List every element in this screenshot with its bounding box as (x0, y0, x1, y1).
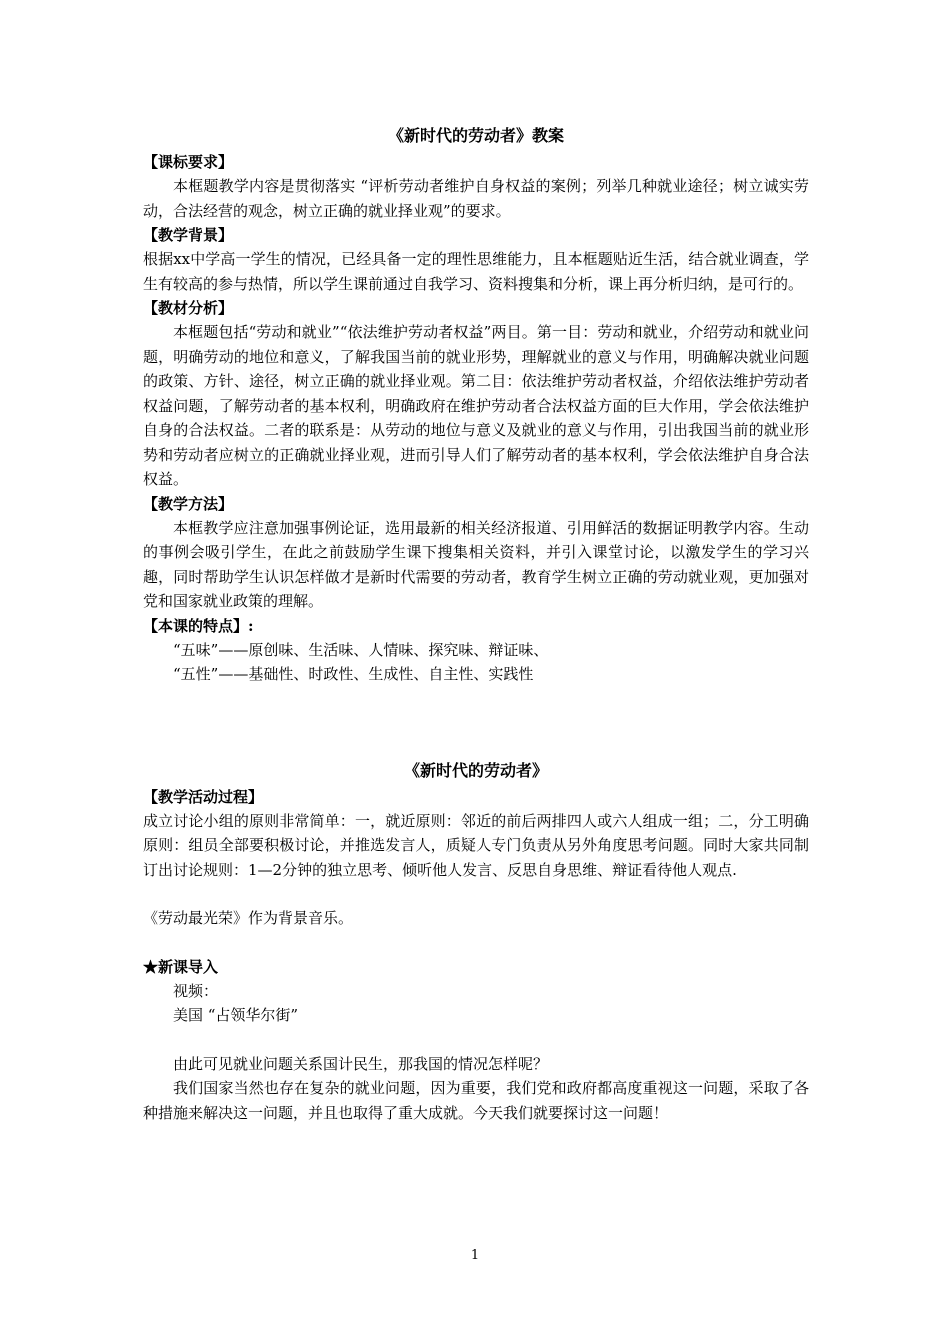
page-content (143, 122, 809, 1125)
blank-line (143, 1028, 809, 1052)
video-label: 视频： (173, 981, 219, 1000)
background-music-note: 《劳动最光荣》作为背景音乐。 (143, 909, 354, 927)
intro-answer: 我们国家当然也存在复杂的就业问题，因为重要，我们党和政府都高度重视这一问题，采取了各种措施来解决这一问题，并且也取得了重大成就。今天我们就要探讨这一问题！ (143, 1079, 809, 1122)
section-gap (143, 687, 809, 757)
curriculum-heading: 【课标要求】 (143, 153, 234, 171)
lesson-plan-title: 《新时代的劳动者》教案 (387, 126, 564, 145)
analysis-text: 本框题包括“劳动和就业”“依法维护劳动者权益”两目。第一目：劳动和就业，介绍劳动和就业问题，明确劳动的地位和意义，了解我国当前的就业形势，理解就业的意义与作用，明确解决就业问题的政策、方针、途径，树立正确的就业择业观。第二目：依法维护劳动者权益，介绍依法维护劳动者权益问题，了解劳动者的基本权利，明确政府在维护劳动者合法权益方面的巨大作用，学会依法维护自身的合法权益。二者的联系是：从劳动的地位与意义及就业的意义与作用，引出我国当前的就业形势和劳动者应树立的正确就业择业观，进而引导人们了解劳动者的基本权利，学会依法维护自身合法权益。 (143, 323, 809, 488)
blank-line (143, 882, 809, 906)
process-text: 成立讨论小组的原则非常简单：一，就近原则：邻近的前后两排四人或六人组成一组；二，分工明确原则：组员全部要积极讨论，并推选发言人，质疑人专门负责从另外角度思考问题。同时大家共同制订出讨论规则：1—2分钟的独立思考、倾听他人发言、反思自身思维、辩证看待他人观点. (143, 811, 809, 879)
methods-heading: 【教学方法】 (143, 494, 234, 513)
features-five-traits: “五性”——基础性、时政性、生成性、自主性、实践性 (173, 665, 534, 683)
page-number: 1 (470, 1248, 480, 1263)
features-heading: 【本课的特点】: (143, 616, 254, 635)
features-five-flavors: “五味”——原创味、生活味、人情味、探究味、辩证味、 (173, 640, 549, 659)
video-title: 美国 “占领华尔街” (173, 1006, 299, 1024)
curriculum-text: 本框题教学内容是贯彻落实 “评析劳动者维护自身权益的案例；列举几种就业途径；树立诚实劳动，合法经营的观念，树立正确的就业择业观”的要求。 (143, 177, 809, 220)
process-heading: 【教学活动过程】 (143, 787, 264, 806)
lesson-title: 《新时代的劳动者》 (403, 760, 548, 780)
intro-question: 由此可见就业问题关系国计民生，那我国的情况怎样呢？ (173, 1054, 549, 1073)
background-heading: 【教学背景】 (143, 226, 234, 244)
blank-line (143, 931, 809, 955)
background-text: 根据xx中学高一学生的情况，已经具备一定的理性思维能力，且本框题贴近生活，结合就业调查，学生有较高的参与热情，所以学生课前通过自我学习、资料搜集和分析，课上再分析归纳，是可行的。 (143, 250, 809, 293)
analysis-heading: 【教材分析】 (143, 299, 234, 317)
intro-heading: ★新课导入 (143, 957, 219, 976)
methods-text: 本框教学应注意加强事例论证，选用最新的相关经济报道、引用鲜活的数据证明教学内容。生动的事例会吸引学生，在此之前鼓励学生课下搜集相关资料，并引入课堂讨论，以激发学生的学习兴趣，同时帮助学生认识怎样做才是新时代需要的劳动者，教育学生树立正确的劳动就业观，更加强对党和国家就业政策的理解。 (143, 518, 809, 610)
